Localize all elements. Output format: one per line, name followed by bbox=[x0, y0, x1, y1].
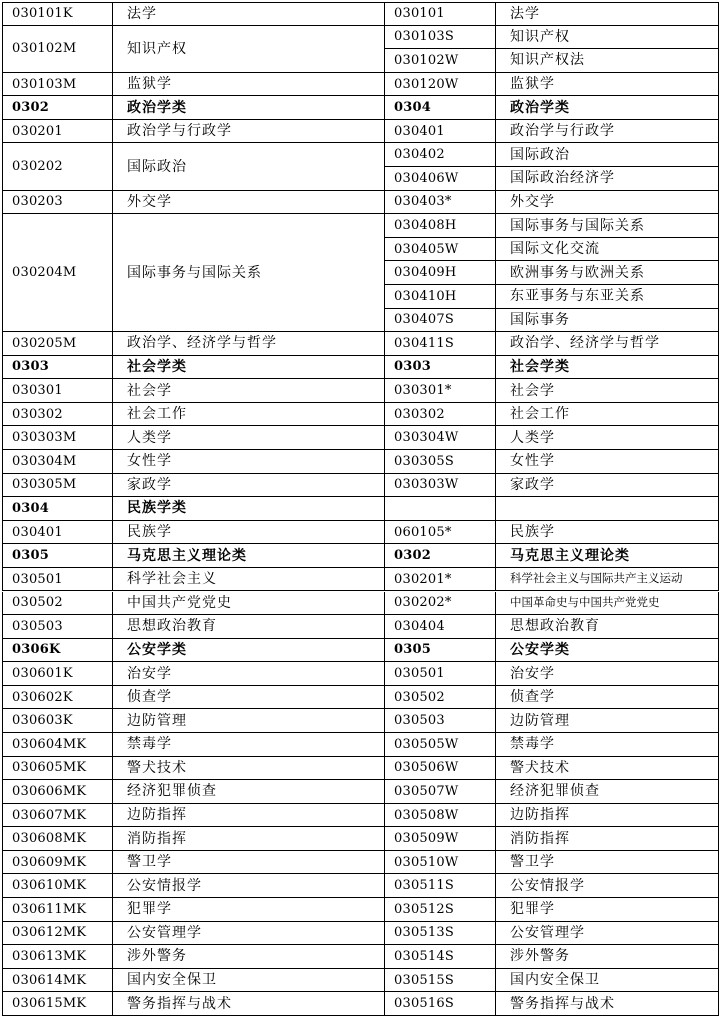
new-major-code: 030509W bbox=[385, 827, 496, 851]
old-major-code: 030304M bbox=[2, 450, 113, 474]
old-major-name: 公安学类 bbox=[113, 639, 385, 663]
old-major-code: 030303M bbox=[2, 426, 113, 450]
old-major-code: 0303 bbox=[2, 356, 113, 380]
old-major-name: 社会学类 bbox=[113, 356, 385, 380]
new-major-name: 经济犯罪侦查 bbox=[496, 780, 719, 804]
new-major-code: 030202* bbox=[385, 592, 496, 616]
new-major-code: 0305 bbox=[385, 639, 496, 663]
old-major-name: 侦查学 bbox=[113, 686, 385, 710]
old-major-code: 030205M bbox=[2, 332, 113, 356]
old-major-name: 公安管理学 bbox=[113, 922, 385, 946]
old-major-name: 马克思主义理论类 bbox=[113, 544, 385, 568]
new-major-code: 030505W bbox=[385, 733, 496, 757]
new-major-code: 030406W bbox=[385, 167, 496, 191]
new-major-name: 公安管理学 bbox=[496, 922, 719, 946]
new-major-name: 民族学 bbox=[496, 521, 719, 545]
new-major-name: 政治学与行政学 bbox=[496, 120, 719, 144]
old-major-name: 国内安全保卫 bbox=[113, 969, 385, 993]
old-major-name: 禁毒学 bbox=[113, 733, 385, 757]
new-major-name: 侦查学 bbox=[496, 686, 719, 710]
new-major-code: 030502 bbox=[385, 686, 496, 710]
new-major-name: 外交学 bbox=[496, 191, 719, 215]
old-major-code: 030612MK bbox=[2, 922, 113, 946]
new-major-name: 东亚事务与东亚关系 bbox=[496, 285, 719, 309]
old-major-code: 030608MK bbox=[2, 827, 113, 851]
new-major-code: 030402 bbox=[385, 143, 496, 167]
old-major-name: 社会工作 bbox=[113, 403, 385, 427]
new-major-name: 政治学类 bbox=[496, 96, 719, 120]
new-major-name: 马克思主义理论类 bbox=[496, 544, 719, 568]
new-major-name: 禁毒学 bbox=[496, 733, 719, 757]
new-major-code: 030511S bbox=[385, 874, 496, 898]
old-major-name: 边防管理 bbox=[113, 709, 385, 733]
old-major-code: 030302 bbox=[2, 403, 113, 427]
new-major-code: 0304 bbox=[385, 96, 496, 120]
new-major-name: 边防管理 bbox=[496, 709, 719, 733]
new-major-name: 公安学类 bbox=[496, 639, 719, 663]
new-major-code: 030103S bbox=[385, 26, 496, 50]
old-major-name: 知识产权 bbox=[113, 26, 385, 73]
old-major-code: 030202 bbox=[2, 143, 113, 190]
new-major-code: 030507W bbox=[385, 780, 496, 804]
new-major-name: 家政学 bbox=[496, 474, 719, 498]
new-major-code: 030510W bbox=[385, 851, 496, 875]
new-major-code bbox=[385, 497, 496, 521]
new-major-code: 030305S bbox=[385, 450, 496, 474]
new-major-name: 科学社会主义与国际共产主义运动 bbox=[496, 568, 719, 592]
old-major-name: 国际事务与国际关系 bbox=[113, 214, 385, 332]
old-major-code: 030103M bbox=[2, 73, 113, 97]
old-major-name: 政治学、经济学与哲学 bbox=[113, 332, 385, 356]
new-major-name: 知识产权 bbox=[496, 26, 719, 50]
new-major-code: 030411S bbox=[385, 332, 496, 356]
new-major-name: 社会工作 bbox=[496, 403, 719, 427]
new-major-name: 犯罪学 bbox=[496, 898, 719, 922]
new-major-name: 警犬技术 bbox=[496, 757, 719, 781]
old-major-name: 经济犯罪侦查 bbox=[113, 780, 385, 804]
new-major-name bbox=[496, 497, 719, 521]
old-major-code: 030503 bbox=[2, 615, 113, 639]
new-major-code: 030408H bbox=[385, 214, 496, 238]
new-major-name: 国际事务 bbox=[496, 309, 719, 333]
old-major-code: 030203 bbox=[2, 191, 113, 215]
new-major-code: 030102W bbox=[385, 49, 496, 73]
new-major-code: 030503 bbox=[385, 709, 496, 733]
old-major-code: 030615MK bbox=[2, 992, 113, 1016]
old-major-name: 政治学类 bbox=[113, 96, 385, 120]
new-major-name: 国内安全保卫 bbox=[496, 969, 719, 993]
new-major-code: 030515S bbox=[385, 969, 496, 993]
old-major-name: 公安情报学 bbox=[113, 874, 385, 898]
new-major-code: 030516S bbox=[385, 992, 496, 1016]
new-major-name: 公安情报学 bbox=[496, 874, 719, 898]
old-major-code: 030610MK bbox=[2, 874, 113, 898]
new-major-code: 030513S bbox=[385, 922, 496, 946]
old-major-name: 女性学 bbox=[113, 450, 385, 474]
old-major-code: 030607MK bbox=[2, 804, 113, 828]
old-major-name: 犯罪学 bbox=[113, 898, 385, 922]
new-major-code: 030201* bbox=[385, 568, 496, 592]
old-major-name: 家政学 bbox=[113, 474, 385, 498]
old-major-name: 监狱学 bbox=[113, 73, 385, 97]
old-major-name: 政治学与行政学 bbox=[113, 120, 385, 144]
old-major-name: 治安学 bbox=[113, 662, 385, 686]
new-major-code: 030405W bbox=[385, 238, 496, 262]
new-major-code: 030120W bbox=[385, 73, 496, 97]
new-major-code: 030401 bbox=[385, 120, 496, 144]
new-major-code: 030409H bbox=[385, 261, 496, 285]
old-major-code: 030305M bbox=[2, 474, 113, 498]
old-major-name: 民族学 bbox=[113, 521, 385, 545]
new-major-name: 消防指挥 bbox=[496, 827, 719, 851]
new-major-name: 知识产权法 bbox=[496, 49, 719, 73]
new-major-code: 030304W bbox=[385, 426, 496, 450]
new-major-code: 030514S bbox=[385, 945, 496, 969]
new-major-code: 030407S bbox=[385, 309, 496, 333]
old-major-code: 030201 bbox=[2, 120, 113, 144]
new-major-name: 社会学类 bbox=[496, 356, 719, 380]
new-major-code: 0303 bbox=[385, 356, 496, 380]
new-major-code: 0302 bbox=[385, 544, 496, 568]
old-major-name: 消防指挥 bbox=[113, 827, 385, 851]
new-major-name: 女性学 bbox=[496, 450, 719, 474]
new-major-code: 030404 bbox=[385, 615, 496, 639]
old-major-code: 030601K bbox=[2, 662, 113, 686]
old-major-code: 030102M bbox=[2, 26, 113, 73]
old-major-code: 030613MK bbox=[2, 945, 113, 969]
new-major-name: 思想政治教育 bbox=[496, 615, 719, 639]
old-major-code: 030603K bbox=[2, 709, 113, 733]
new-major-name: 欧洲事务与欧洲关系 bbox=[496, 261, 719, 285]
new-major-name: 中国革命史与中国共产党党史 bbox=[496, 592, 719, 616]
new-major-code: 030403* bbox=[385, 191, 496, 215]
old-major-name: 民族学类 bbox=[113, 497, 385, 521]
old-major-code: 030611MK bbox=[2, 898, 113, 922]
new-major-code: 030301* bbox=[385, 379, 496, 403]
new-major-name: 国际政治 bbox=[496, 143, 719, 167]
new-major-name: 治安学 bbox=[496, 662, 719, 686]
old-major-code: 030101K bbox=[2, 2, 113, 26]
old-major-name: 边防指挥 bbox=[113, 804, 385, 828]
new-major-name: 边防指挥 bbox=[496, 804, 719, 828]
old-major-name: 警犬技术 bbox=[113, 757, 385, 781]
new-major-name: 监狱学 bbox=[496, 73, 719, 97]
old-major-code: 030609MK bbox=[2, 851, 113, 875]
old-major-name: 人类学 bbox=[113, 426, 385, 450]
new-major-code: 060105* bbox=[385, 521, 496, 545]
new-major-code: 030508W bbox=[385, 804, 496, 828]
old-major-code: 0302 bbox=[2, 96, 113, 120]
old-major-name: 科学社会主义 bbox=[113, 568, 385, 592]
new-major-code: 030101 bbox=[385, 2, 496, 26]
old-major-name: 法学 bbox=[113, 2, 385, 26]
old-major-code: 030614MK bbox=[2, 969, 113, 993]
new-major-code: 030303W bbox=[385, 474, 496, 498]
old-major-code: 030204M bbox=[2, 214, 113, 332]
old-major-name: 国际政治 bbox=[113, 143, 385, 190]
new-major-name: 国际政治经济学 bbox=[496, 167, 719, 191]
new-major-code: 030506W bbox=[385, 757, 496, 781]
old-major-name: 中国共产党党史 bbox=[113, 592, 385, 616]
new-major-name: 社会学 bbox=[496, 379, 719, 403]
old-major-name: 思想政治教育 bbox=[113, 615, 385, 639]
old-major-name: 社会学 bbox=[113, 379, 385, 403]
new-major-code: 030410H bbox=[385, 285, 496, 309]
old-major-code: 0304 bbox=[2, 497, 113, 521]
old-major-code: 030604MK bbox=[2, 733, 113, 757]
old-major-name: 外交学 bbox=[113, 191, 385, 215]
old-major-code: 030501 bbox=[2, 568, 113, 592]
new-major-code: 030501 bbox=[385, 662, 496, 686]
old-major-code: 0305 bbox=[2, 544, 113, 568]
new-major-name: 警卫学 bbox=[496, 851, 719, 875]
new-major-code: 030512S bbox=[385, 898, 496, 922]
new-major-name: 人类学 bbox=[496, 426, 719, 450]
new-major-name: 法学 bbox=[496, 2, 719, 26]
new-major-name: 政治学、经济学与哲学 bbox=[496, 332, 719, 356]
old-major-code: 030301 bbox=[2, 379, 113, 403]
old-major-name: 涉外警务 bbox=[113, 945, 385, 969]
old-major-name: 警卫学 bbox=[113, 851, 385, 875]
old-major-code: 0306K bbox=[2, 639, 113, 663]
old-major-name: 警务指挥与战术 bbox=[113, 992, 385, 1016]
old-major-code: 030502 bbox=[2, 592, 113, 616]
new-major-name: 国际事务与国际关系 bbox=[496, 214, 719, 238]
old-major-code: 030602K bbox=[2, 686, 113, 710]
old-major-code: 030605MK bbox=[2, 757, 113, 781]
new-major-code: 030302 bbox=[385, 403, 496, 427]
new-major-name: 国际文化交流 bbox=[496, 238, 719, 262]
new-major-name: 涉外警务 bbox=[496, 945, 719, 969]
old-major-code: 030401 bbox=[2, 521, 113, 545]
old-major-code: 030606MK bbox=[2, 780, 113, 804]
new-major-name: 警务指挥与战术 bbox=[496, 992, 719, 1016]
